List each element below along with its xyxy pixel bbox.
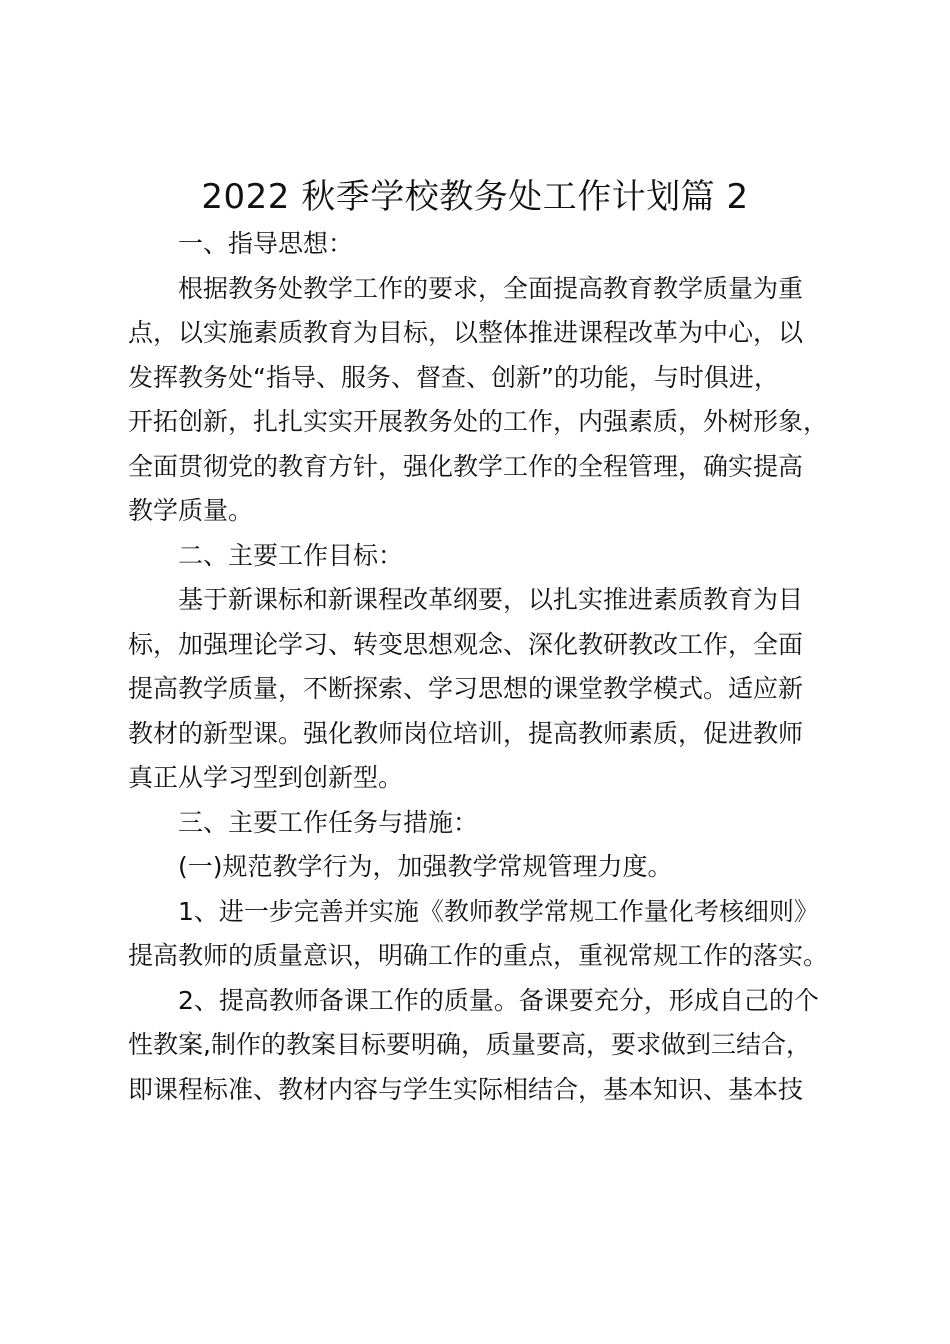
paragraph-line: 全面贯彻党的教育方针，强化教学工作的全程管理，确实提高 (128, 451, 804, 481)
document-title: 2022 秋季学校教务处工作计划篇 2 (201, 177, 749, 217)
paragraph-line: 发挥教务处“指导、服务、督查、创新”的功能，与时俱进， (128, 362, 779, 392)
paragraph-main-goals (128, 578, 840, 801)
subsection-heading-standardize-teaching: (一)规范教学行为，加强教学常规管理力度。 (178, 852, 673, 881)
section-heading-guiding-ideology: 一、指导思想： (178, 229, 354, 258)
paragraph-line: 根据教务处教学工作的要求，全面提高教育教学质量为重 (178, 273, 804, 303)
paragraph-line: 教学质量。 (128, 496, 254, 525)
paragraph-item-2 (128, 979, 840, 1113)
paragraph-line: 提高教学质量，不断探索、学习思想的课堂教学模式。适应新 (128, 674, 804, 703)
paragraph-line: 标，加强理论学习、转变思想观念、深化教研教改工作，全面 (128, 629, 804, 659)
section-heading-main-goals: 二、主要工作目标： (178, 540, 404, 570)
paragraph-line: 即课程标准、教材内容与学生实际相结合，基本知识、基本技 (128, 1074, 804, 1104)
paragraph-line: 点，以实施素质教育为目标，以整体推进课程改革为中心，以 (128, 318, 804, 347)
paragraph-line: 性教案,制作的教案目标要明确，质量要高，要求做到三结合， (128, 1030, 811, 1059)
paragraph-line: 真正从学习型到创新型。 (128, 763, 404, 792)
paragraph-line: 2、提高教师备课工作的质量。备课要充分，形成自己的个 (178, 985, 819, 1015)
paragraph-line: 提高教师的质量意识，明确工作的重点，重视常规工作的落实。 (128, 941, 829, 970)
paragraph-line: 开拓创新，扎扎实实开展教务处的工作，内强素质，外树形象， (128, 407, 829, 436)
paragraph-line: 基于新课标和新课程改革纲要，以扎实推进素质教育为目 (178, 585, 804, 614)
section-heading-tasks-measures: 三、主要工作任务与措施： (178, 807, 479, 837)
document-body (128, 222, 840, 1112)
paragraph-line: 教材的新型课。强化教师岗位培训，提高教师素质，促进教师 (128, 718, 804, 748)
paragraph-guiding-ideology (128, 267, 840, 534)
paragraph-line: 1、进一步完善并实施《教师教学常规工作量化考核细则》 (178, 896, 819, 926)
paragraph-item-1 (128, 890, 840, 979)
